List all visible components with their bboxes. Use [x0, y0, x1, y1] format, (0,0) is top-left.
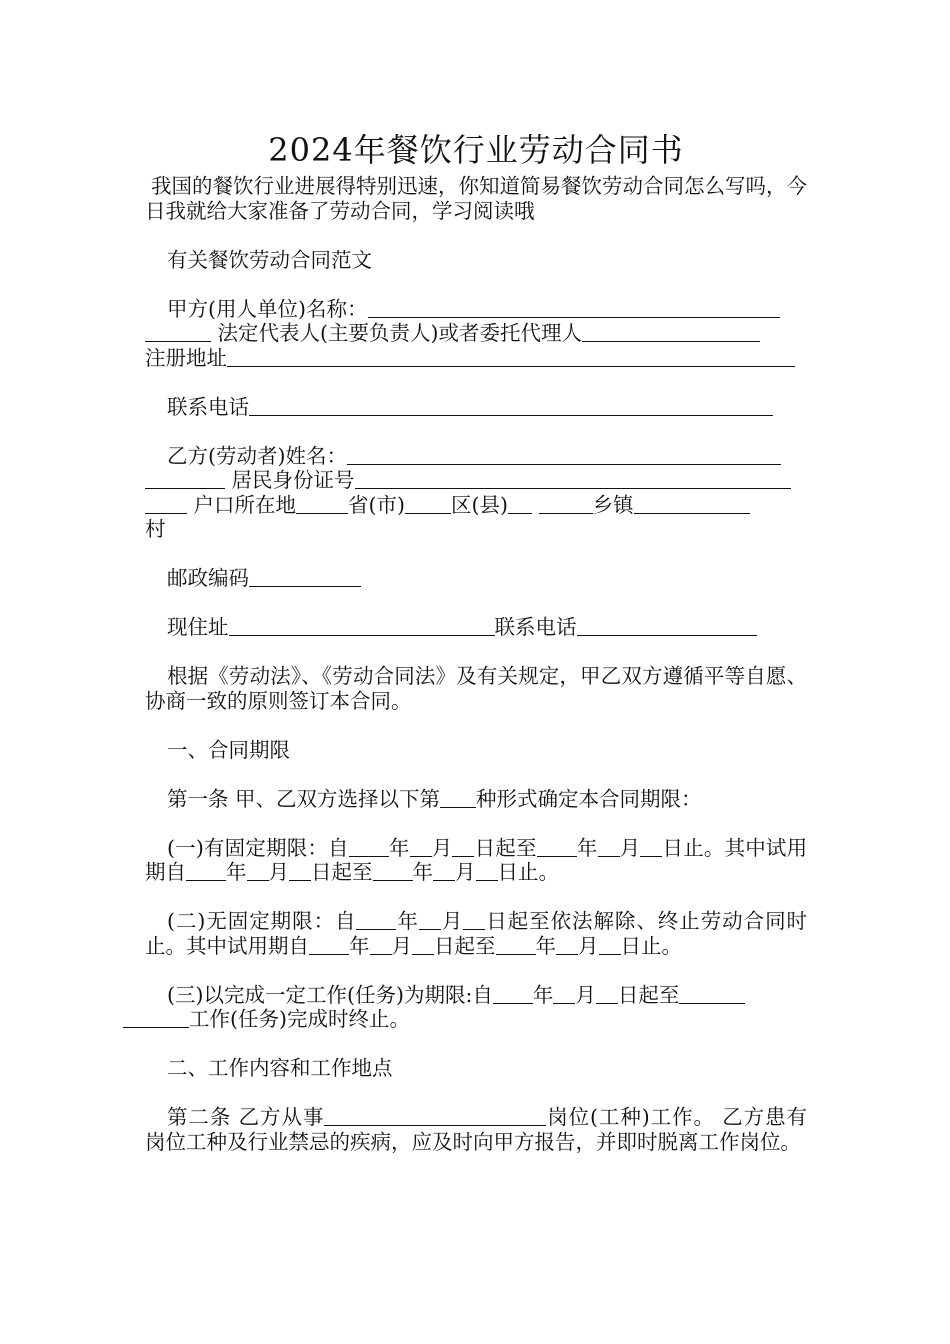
district-prefix-blank — [405, 493, 451, 514]
year-blank — [309, 934, 349, 955]
task-text: 日起至 — [617, 982, 680, 1007]
party-b-hukou-label: 户口所在地 — [193, 492, 297, 517]
section-heading: 有关餐饮劳动合同范文 — [167, 247, 372, 272]
task-text: 年 — [532, 982, 554, 1007]
fixed-text: 月 — [431, 835, 453, 860]
article-1-part-b: 种形式确定本合同期限： — [476, 786, 702, 811]
party-a-address-label: 注册地址 — [145, 345, 227, 370]
year-blank — [537, 836, 577, 857]
party-b-id-label: 居民身份证号 — [231, 468, 355, 492]
article-1 — [145, 787, 807, 812]
residence-blank — [229, 615, 495, 636]
fixed-text: 日起至 — [474, 835, 537, 860]
fixed-text: 年 — [412, 860, 433, 884]
party-b-name-label: 乙方(劳动者)姓名： — [167, 443, 347, 468]
fixed-text: 年 — [576, 835, 598, 860]
party-a-rep-label: 法定代表人(主要负责人)或者委托代理人 — [217, 321, 583, 345]
residence-label: 现住址 — [167, 615, 229, 639]
party-a-name-label: 甲方(用人单位)名称： — [167, 296, 368, 321]
party-a-block — [145, 297, 807, 371]
month-blank — [598, 836, 620, 857]
day-blank — [452, 836, 474, 857]
day-blank — [463, 909, 485, 930]
month-blank — [553, 983, 575, 1004]
chapter-1-heading: 一、合同期限 — [167, 737, 290, 762]
postcode-blank — [249, 566, 361, 587]
open-text: 年 — [396, 909, 419, 933]
fixed-text: 日止。其中试用期自 — [145, 835, 808, 884]
party-b-id-blank — [355, 468, 791, 489]
year-blank — [373, 860, 413, 881]
task-text: 工作(任务)完成时终止。 — [189, 1007, 410, 1031]
month-blank — [433, 860, 455, 881]
intro-paragraph: 我国的餐饮行业进展得特别迅速，你知道简易餐饮劳动合同怎么写吗，今日我就给大家准备了劳动合同，学习阅读哦 — [145, 174, 807, 223]
task-text: (三)以完成一定工作(任务)为期限:自 — [167, 982, 493, 1007]
blank — [145, 321, 211, 342]
party-a-name-blank — [368, 297, 780, 318]
town-label: 乡镇 — [592, 492, 634, 517]
month-blank — [410, 836, 432, 857]
article-2-part-b: 岗位(工种)工作。 乙方患有岗位工种及行业禁忌的疾病，应及时向甲方报告，并即时脱离工作岗位。 — [145, 1105, 807, 1154]
chapter-2-heading: 二、工作内容和工作地点 — [167, 1056, 393, 1080]
town-blank — [634, 493, 750, 514]
month-blank — [247, 860, 269, 881]
year-blank — [186, 860, 226, 881]
party-b-phone-label: 联系电话 — [494, 615, 577, 639]
fixed-text: 年 — [226, 860, 247, 884]
postcode-label: 邮政编码 — [167, 566, 249, 590]
open-text: 年 — [535, 933, 556, 958]
day-blank — [640, 836, 662, 857]
party-b-phone-blank — [577, 615, 757, 636]
open-term-paragraph — [145, 909, 807, 958]
district-label: 区(县) — [451, 492, 509, 517]
contract-document — [145, 128, 807, 1154]
village-label: 村 — [145, 517, 166, 541]
open-text: 日止。 — [620, 933, 682, 958]
open-text: 月 — [578, 933, 599, 958]
article-2 — [145, 1105, 807, 1154]
year-blank — [356, 909, 396, 930]
month-blank — [370, 934, 392, 955]
day-blank — [596, 983, 618, 1004]
fixed-text: 月 — [268, 860, 289, 884]
open-text: 月 — [391, 933, 412, 958]
open-text: 日起至 — [434, 933, 496, 958]
task-term-paragraph — [145, 983, 807, 1032]
day-blank — [289, 860, 311, 881]
task-blank — [679, 983, 745, 1004]
open-text: 年 — [349, 933, 370, 958]
fixed-text: 日起至 — [311, 860, 373, 884]
district-blank — [508, 493, 532, 514]
town-prefix-blank — [539, 493, 593, 514]
article-1-part-a: 第一条 甲、乙双方选择以下第 — [167, 786, 441, 811]
party-a-phone-line — [145, 395, 807, 420]
fixed-text: 日止。 — [497, 860, 559, 884]
basis-paragraph: 根据《劳动法》、《劳动合同法》及有关规定，甲乙双方遵循平等自愿、协商一致的原则签订本合同。 — [145, 664, 807, 713]
open-text: (二)无固定期限：自 — [167, 909, 357, 933]
residence-line — [145, 615, 807, 640]
task-blank-cont — [123, 1007, 189, 1028]
document-title: 2024年餐饮行业劳动合同书 — [268, 131, 684, 169]
province-label: 省(市) — [348, 492, 406, 517]
day-blank — [476, 860, 498, 881]
form-choice-blank — [440, 787, 476, 808]
year-blank — [496, 934, 536, 955]
party-a-phone-blank — [249, 395, 773, 416]
year-blank — [349, 836, 389, 857]
party-a-phone-label: 联系电话 — [167, 394, 249, 419]
fixed-text: (一)有固定期限：自 — [167, 835, 349, 860]
task-text: 月 — [575, 982, 596, 1007]
fixed-term-paragraph — [145, 836, 807, 885]
province-blank — [296, 493, 348, 514]
party-b-name-blank — [347, 444, 781, 465]
day-blank — [412, 934, 434, 955]
day-blank — [599, 934, 621, 955]
party-b-block — [145, 444, 807, 542]
position-blank — [324, 1105, 546, 1126]
party-a-rep-blank — [582, 321, 760, 342]
open-text: 日起至依法解除、终止劳动合同时止。其中试用期自 — [145, 909, 808, 958]
year-blank — [493, 983, 533, 1004]
party-a-address-blank — [227, 346, 795, 367]
month-blank — [556, 934, 578, 955]
fixed-text: 月 — [455, 860, 476, 884]
article-2-part-a: 第二条 乙方从事 — [167, 1105, 325, 1129]
postcode-line — [145, 566, 807, 591]
open-text: 月 — [440, 909, 464, 933]
blank — [145, 493, 187, 514]
month-blank — [419, 909, 441, 930]
fixed-text: 月 — [619, 835, 641, 860]
fixed-text: 年 — [388, 835, 410, 860]
blank — [145, 468, 225, 489]
